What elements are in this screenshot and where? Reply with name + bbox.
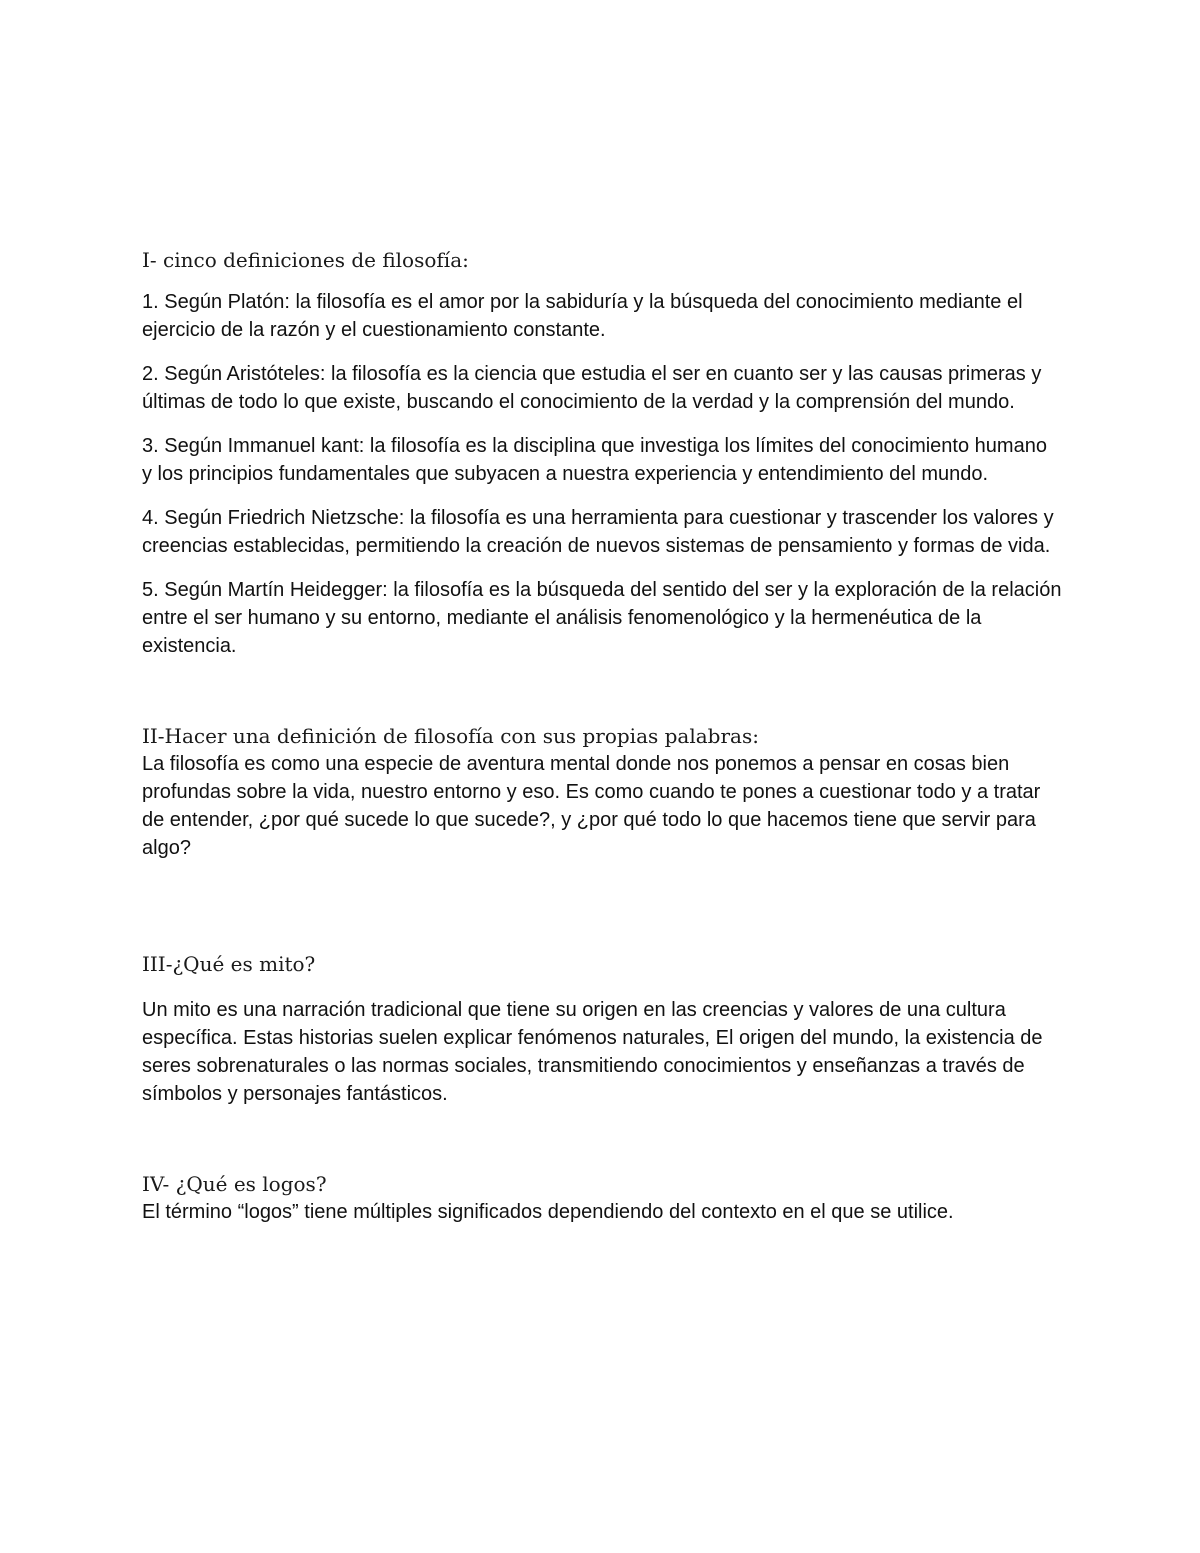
logos-paragraph: El término “logos” tiene múltiples significados dependiendo del contexto en el que se utilice. (142, 1201, 954, 1223)
mito-paragraph: Un mito es una narración tradicional que tiene su origen en las creencias y valores de una cultura específica. Estas historias suelen explicar fenómenos naturales, El origen del mundo, la existencia de seres sobrenaturales o las normas sociales, transmitiendo conocimientos y enseñanzas a través de símbolos y personajes fantásticos. (142, 999, 1043, 1105)
own-definition-paragraph: La filosofía es como una especie de aventura mental donde nos ponemos a pensar en cosas bien profundas sobre la vida, nuestro entorno y eso. Es como cuando te pones a cuestionar todo y a tratar de entender, ¿por qué sucede lo que sucede?, y ¿por qué todo lo que hacemos tiene que servir para algo? (142, 753, 1041, 859)
document-body (142, 246, 1062, 1226)
section-heading-1: I- cinco definiciones de filosofía: (142, 248, 469, 272)
section-definicion-propia (142, 722, 1062, 862)
section-heading-3: III-¿Qué es mito? (142, 952, 316, 976)
definition-kant: 3. Según Immanuel kant: la filosofía es la disciplina que investiga los límites del conocimiento humano y los principios fundamentales que subyacen a nuestra experiencia y entendimiento del mundo. (142, 435, 1047, 485)
section-definiciones (142, 246, 1062, 660)
section-heading-2: II-Hacer una definición de filosofía con sus propias palabras: (142, 724, 759, 748)
definition-nietzsche: 4. Según Friedrich Nietzsche: la filosofía es una herramienta para cuestionar y trascender los valores y creencias establecidas, permitiendo la creación de nuevos sistemas de pensamiento y formas de vida. (142, 507, 1054, 557)
definition-platon: 1. Según Platón: la filosofía es el amor por la sabiduría y la búsqueda del conocimiento mediante el ejercicio de la razón y el cuestionamiento constante. (142, 291, 1023, 341)
section-heading-4: IV- ¿Qué es logos? (142, 1172, 327, 1196)
definition-aristoteles: 2. Según Aristóteles: la filosofía es la ciencia que estudia el ser en cuanto ser y las causas primeras y últimas de todo lo que existe, buscando el conocimiento de la verdad y la comprensión del mundo. (142, 363, 1042, 413)
definition-heidegger: 5. Según Martín Heidegger: la filosofía es la búsqueda del sentido del ser y la exploración de la relación entre el ser humano y su entorno, mediante el análisis fenomenológico y la hermenéutica de la existencia. (142, 579, 1062, 657)
section-mito (142, 950, 1062, 1108)
section-logos (142, 1170, 1062, 1226)
